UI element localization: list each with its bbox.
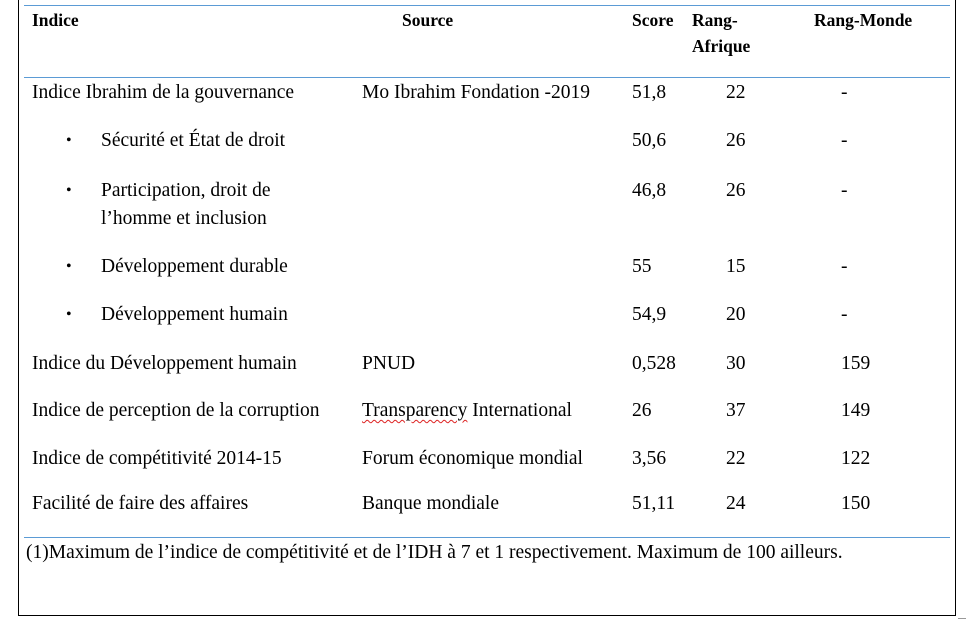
row-0-source: Mo Ibrahim Fondation -2019 (362, 82, 591, 103)
row-4-rang-afrique: 20 (726, 304, 746, 325)
row-6-score: 26 (632, 400, 652, 421)
row-7-score: 3,56 (632, 448, 667, 469)
row-0-rang-monde: - (841, 82, 848, 103)
row-2-score: 46,8 (632, 180, 667, 201)
bullet-icon: • (66, 306, 72, 323)
row-1-rang-monde: - (841, 130, 848, 151)
row-0-indice: Indice Ibrahim de la gouvernance (32, 82, 295, 103)
footnote: (1)Maximum de l’indice de compétitivité et de l’IDH à 7 et 1 respectivement. Maximum de 100 ailleurs. (26, 542, 843, 563)
row-4-score: 54,9 (632, 304, 667, 325)
bullet-icon: • (66, 258, 72, 275)
row-1-indice: Sécurité et État de droit (101, 130, 286, 151)
row-2-indice-line1: Participation, droit de (101, 180, 271, 201)
row-6-indice: Indice de perception de la corruption (32, 400, 320, 421)
bullet-icon: • (66, 182, 72, 199)
row-5-indice: Indice du Développement humain (32, 353, 297, 374)
row-5-score: 0,528 (632, 353, 676, 374)
header-rang-afrique-line1: Rang- (692, 10, 738, 30)
row-3-indice: Développement durable (101, 256, 288, 277)
row-7-source: Forum économique mondial (362, 448, 583, 469)
row-0-score: 51,8 (632, 82, 667, 103)
row-1-score: 50,6 (632, 130, 667, 151)
row-5-source: PNUD (362, 353, 416, 374)
row-3-rang-monde: - (841, 256, 848, 277)
row-5-rang-afrique: 30 (726, 353, 746, 374)
table-bottom-rule (24, 537, 950, 538)
bullet-icon: • (66, 132, 72, 149)
row-8-score: 51,11 (632, 493, 676, 514)
row-4-rang-monde: - (841, 304, 848, 325)
header-rule (24, 77, 950, 78)
row-3-rang-afrique: 15 (726, 256, 746, 277)
row-6-rang-monde: 149 (841, 400, 871, 421)
row-8-rang-monde: 150 (841, 493, 871, 514)
row-6-rang-afrique: 37 (726, 400, 746, 421)
header-indice: Indice (32, 10, 79, 30)
row-3-score: 55 (632, 256, 652, 277)
row-7-indice: Indice de compétitivité 2014-15 (32, 448, 282, 469)
page-corner-mark (958, 618, 966, 619)
row-8-source: Banque mondiale (362, 493, 500, 514)
header-source: Source (402, 10, 454, 30)
row-6-source-rest: International (467, 400, 572, 421)
header-score: Score (632, 10, 674, 30)
row-4-indice: Développement humain (101, 304, 288, 325)
top-rule (24, 5, 950, 6)
row-6-source-misspelled-word: Transparency (362, 400, 468, 421)
row-7-rang-afrique: 22 (726, 448, 746, 469)
row-7-rang-monde: 122 (841, 448, 871, 469)
row-2-rang-afrique: 26 (726, 180, 746, 201)
row-5-rang-monde: 159 (841, 353, 871, 374)
row-1-rang-afrique: 26 (726, 130, 746, 151)
header-rang-monde: Rang-Monde (814, 10, 913, 30)
row-2-rang-monde: - (841, 180, 848, 201)
row-0-rang-afrique: 22 (726, 82, 746, 103)
row-8-rang-afrique: 24 (726, 493, 746, 514)
row-6-source (362, 398, 572, 424)
header-rang-afrique-line2: Afrique (692, 36, 751, 56)
row-8-indice: Facilité de faire des affaires (32, 493, 249, 514)
row-2-indice-line2: l’homme et inclusion (101, 208, 267, 229)
